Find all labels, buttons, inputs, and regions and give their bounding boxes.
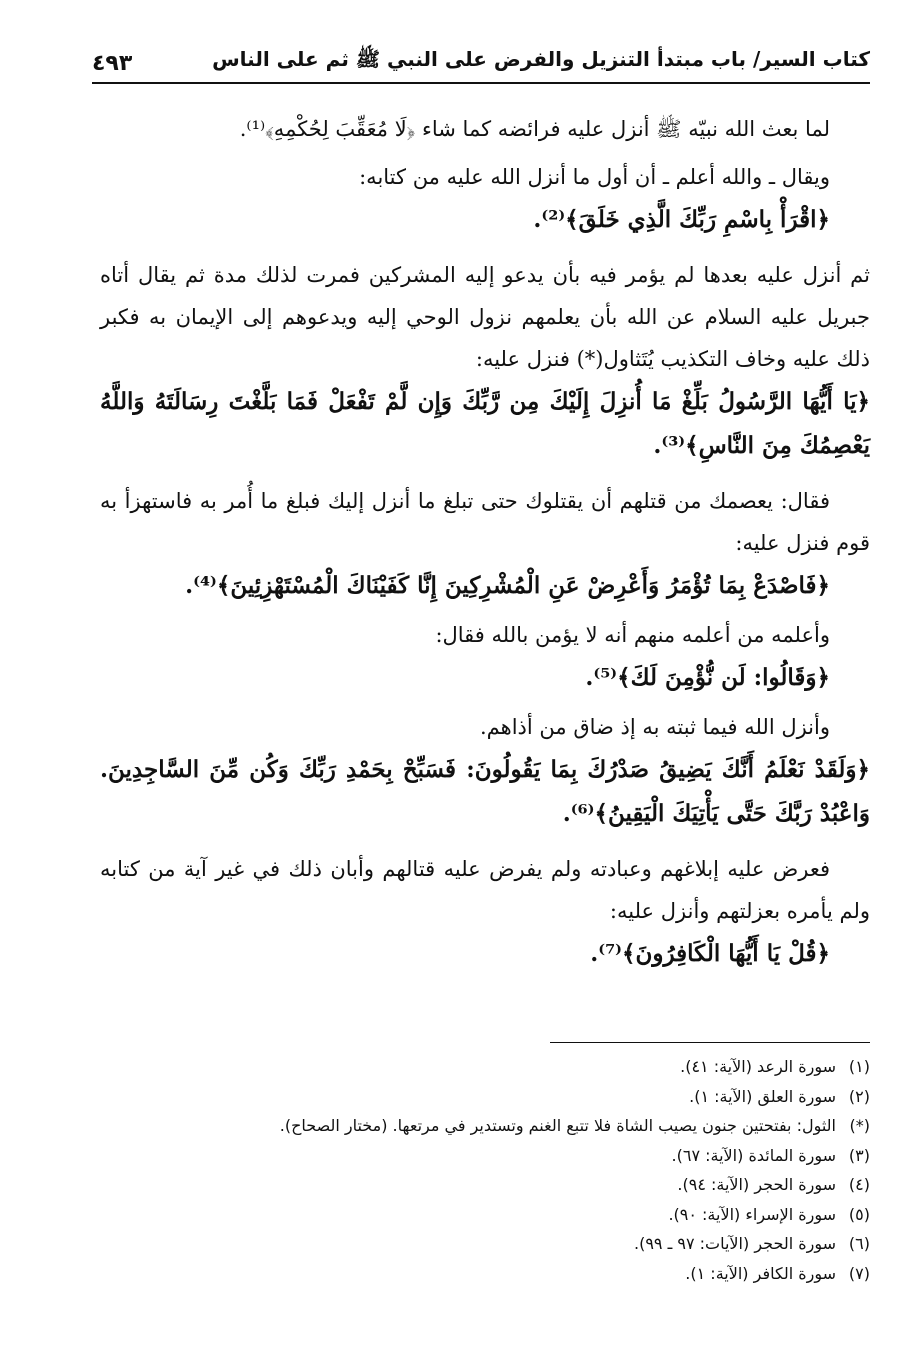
quran-verse-1: ﴿اقْرَأْ بِاسْمِ رَبِّكَ الَّذِي خَلَقَ﴾⁽²⁾. bbox=[533, 206, 830, 233]
footnote bbox=[100, 1200, 870, 1230]
footnote-number: (١) bbox=[848, 1057, 870, 1076]
footnote-text: سورة العلق (الآية: ١). bbox=[689, 1086, 836, 1106]
paragraph-5: وأعلمه من أعلمه منهم أنه لا يؤمن بالله فقال: bbox=[435, 623, 830, 647]
footnote bbox=[100, 1170, 870, 1200]
paragraph-2: ويقال ـ والله أعلم ـ أن أول ما أنزل الله عليه من كتابه: bbox=[359, 165, 830, 189]
footnote bbox=[100, 1111, 870, 1141]
paragraph-1: لما بعث الله نبيّه ﷺ أنزل عليه فرائضه كما شاء ﴿لَا مُعَقِّبَ لِحُكْمِهِ﴾⁽¹⁾. bbox=[239, 117, 830, 141]
paragraph-7: فعرض عليه إبلاغهم وعبادته ولم يفرض عليه قتالهم وأبان ذلك في غير آية من كتابه ولم يأمره بعزلتهم وأنزل عليه: bbox=[100, 857, 870, 923]
footnote-number: (٥) bbox=[848, 1204, 870, 1224]
page-number: ٤٩٣ bbox=[92, 51, 133, 76]
footnote bbox=[100, 1259, 870, 1289]
quran-verse-6: ﴿قُلْ يَا أَيُّهَا الْكَافِرُونَ﴾⁽⁷⁾. bbox=[590, 940, 830, 967]
footnote-text: سورة الكافر (الآية: ١). bbox=[685, 1263, 836, 1283]
paragraph-4: فقال: يعصمك من قتلهم أن يقتلوك حتى تبلغ ما أنزل إليك فبلغ ما أُمر به فاستهزأ به قوم فنزل عليه: bbox=[100, 489, 870, 555]
footnote-number: (٣) bbox=[848, 1145, 870, 1165]
quran-verse-2: ﴿يَا أَيُّهَا الرَّسُولُ بَلِّغْ مَا أُنزِلَ إِلَيْكَ مِن رَّبِّكَ وَإِن لَّمْ تَفْعَلْ فَمَا بَلَّغْتَ رِسَالَتَهُ وَاللَّهُ يَعْصِمُكَ مِنَ النَّاسِ﴾⁽³⁾. bbox=[100, 388, 870, 459]
page-header bbox=[92, 36, 870, 84]
footnote-text: سورة الحجر (الآية: ٩٤). bbox=[677, 1175, 836, 1194]
running-title: كتاب السير/ باب مبتدأ التنزيل والفرض على النبي ﷺ ثم على الناس bbox=[212, 47, 870, 71]
paragraph-3: ثم أنزل عليه بعدها لم يؤمر فيه بأن يدعو إليه المشركين فمرت لذلك مدة ثم يقال أتاه جبريل عليه السلام عن الله بأن يعلمهم نزول الوحي إليه ويدعوهم إلى الإيمان به فكبر ذلك عليه وخاف التكذيب يُتَثاول(*) فنزل عليه: bbox=[100, 263, 870, 371]
footnote bbox=[100, 1052, 870, 1082]
footnote bbox=[100, 1229, 870, 1259]
footnote-number: (٢) bbox=[848, 1086, 870, 1106]
footnote-text: سورة المائدة (الآية: ٦٧). bbox=[671, 1145, 836, 1165]
footnote-number: (٦) bbox=[848, 1234, 870, 1253]
footnote-text: سورة الإسراء (الآية: ٩٠). bbox=[668, 1204, 836, 1224]
footnote-number: (٧) bbox=[848, 1263, 870, 1283]
footnote-text: سورة الرعد (الآية: ٤١). bbox=[680, 1057, 836, 1076]
paragraph-6: وأنزل الله فيما ثبته به إذ ضاق من أذاهم. bbox=[480, 715, 830, 739]
footnote-divider bbox=[550, 1042, 870, 1043]
page-body bbox=[100, 108, 870, 976]
footnote-number: (٤) bbox=[848, 1175, 870, 1194]
footnote bbox=[100, 1141, 870, 1171]
quran-verse-5: ﴿وَلَقَدْ نَعْلَمُ أَنَّكَ يَضِيقُ صَدْرُكَ بِمَا يَقُولُونَ: فَسَبِّحْ بِحَمْدِ رَبِّكَ وَكُن مِّنَ السَّاجِدِينَ. وَاعْبُدْ رَبَّكَ حَتَّى يَأْتِيَكَ الْيَقِينُ﴾⁽⁶⁾. bbox=[100, 756, 870, 827]
footnote bbox=[100, 1082, 870, 1112]
footnotes bbox=[100, 1052, 870, 1288]
footnote-text: الثول: بفتحتين جنون يصيب الشاة فلا تتبع الغنم وتستدير في مرتعها. (مختار الصحاح). bbox=[279, 1116, 836, 1135]
quran-verse-3: ﴿فَاصْدَعْ بِمَا تُؤْمَرُ وَأَعْرِضْ عَنِ الْمُشْرِكِينَ إِنَّا كَفَيْنَاكَ الْمُسْتَهْزِئِينَ﴾⁽⁴⁾. bbox=[185, 572, 830, 599]
quran-verse-4: ﴿وَقَالُوا: لَن نُّؤْمِنَ لَكَ﴾⁽⁵⁾. bbox=[585, 664, 830, 691]
footnote-number: (*) bbox=[849, 1116, 870, 1135]
footnote-text: سورة الحجر (الآيات: ٩٧ ـ ٩٩). bbox=[634, 1234, 836, 1253]
